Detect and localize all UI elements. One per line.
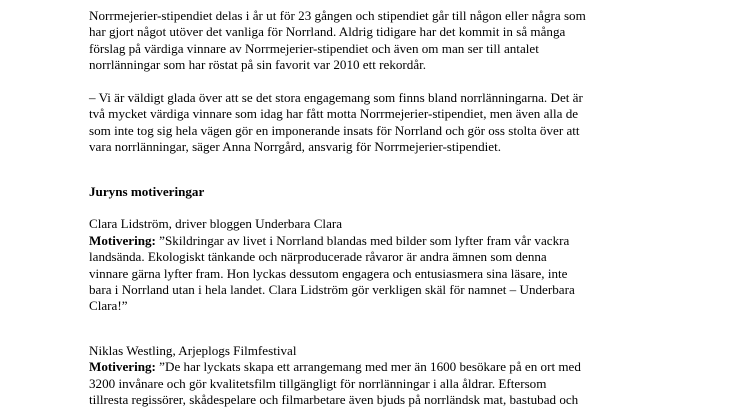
winner-block: [89, 343, 689, 409]
motivation-line: Clara!”: [89, 298, 128, 314]
document-page: [89, 8, 689, 409]
winner-name: Niklas Westling, Arjeplogs Filmfestival: [89, 342, 297, 358]
motivation-label: Motivering:: [89, 232, 156, 248]
motivation-line: [89, 359, 689, 375]
quote-paragraph: [89, 90, 689, 156]
section-heading: Juryns motiveringar: [89, 183, 205, 199]
motivation-text: ”Skildringar av livet i Norrland blandas med bilder som lyfter fram vår vackra: [155, 232, 570, 248]
quote-line: vara norrlänningar, säger Anna Norrgård, ansvarig för Norrmejerier-stipendiet.: [89, 139, 501, 155]
intro-line: norrlänningar som har röstat på sin favorit var 2010 ett rekordår.: [89, 57, 427, 73]
intro-paragraph: [89, 8, 689, 74]
winner-name: Clara Lidström, driver bloggen Underbara Clara: [89, 216, 343, 232]
motivation-line: tillresta regissörer, skådespelare och filmarbetare även bjuds på norrländsk mat, bastubad och: [89, 392, 579, 408]
intro-line: Norrmejerier-stipendiet delas i år ut för 23 gången och stipendiet går till någon eller några som: [89, 8, 586, 23]
motivation-text: ”De har lyckats skapa ett arrangemang med mer än 1600 besökare på en ort med: [155, 359, 581, 375]
motivation-line: bara i Norrland utan i hela landet. Clara Lidström gör verkligen skäl för namnet – Underbara: [89, 282, 575, 298]
quote-line: två mycket värdiga vinnare som idag har fått motta Norrmejerier-stipendiet, men även alla de: [89, 106, 579, 122]
motivation-line: 3200 invånare och gör kvalitetsfilm tillgängligt för norrlänningar i alla åldrar. Eftersom: [89, 375, 547, 391]
motivation-line: [89, 233, 689, 249]
motivation-line: landsända. Ekologiskt tänkande och närproducerade råvaror är andra ämnen som denna: [89, 249, 547, 265]
quote-line: – Vi är väldigt glada över att se det stora engagemang som finns bland norrlänningarna. Det är: [89, 90, 583, 106]
motivation-label: Motivering:: [89, 359, 156, 375]
motivation-line: vinnare gärna lyfter fram. Hon lyckas dessutom engagera och entusiasmera sina läsare, inte: [89, 265, 568, 281]
quote-line: som inte tog sig hela vägen gör en imponerande insats för Norrland och gör oss stolta över att: [89, 122, 580, 138]
intro-line: förslag på värdiga vinnare av Norrmejerier-stipendiet och även om man ser till antalet: [89, 40, 539, 56]
intro-line: har gjort något utöver det vanliga för Norrland. Aldrig tidigare har det kommit in så många: [89, 24, 566, 40]
winner-block: [89, 216, 689, 314]
